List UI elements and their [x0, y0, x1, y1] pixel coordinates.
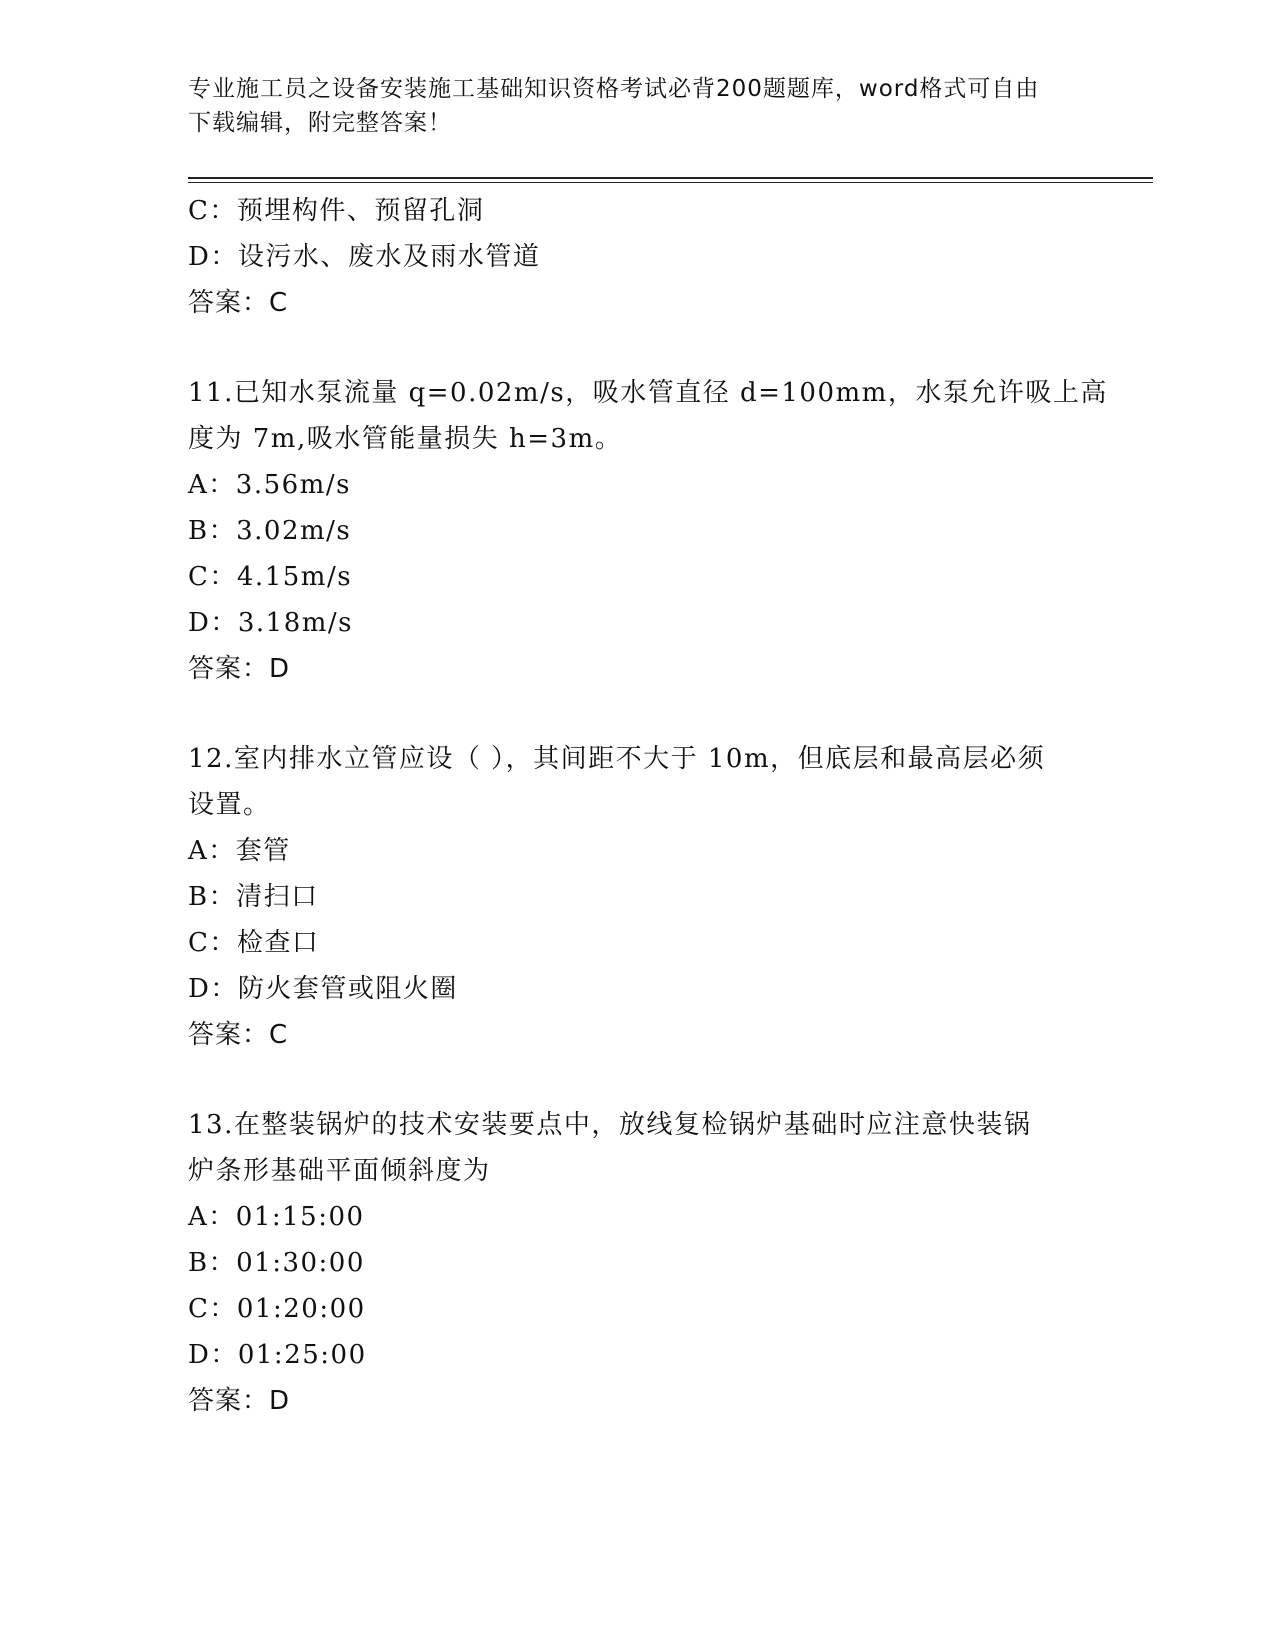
question-text-line-2: 设置。	[188, 790, 271, 820]
option-d: D：01:25:00	[188, 1340, 367, 1370]
option-d: D：3.18m/s	[188, 608, 353, 638]
header-divider-thin	[188, 182, 1153, 183]
answer-line: 答案：D	[188, 1386, 291, 1416]
spacer	[188, 1058, 1153, 1102]
question-text	[188, 370, 1108, 462]
option-b: B：3.02m/s	[188, 516, 352, 546]
spacer	[188, 326, 1153, 370]
spacer	[188, 692, 1153, 736]
answer-line: 答案：C	[188, 288, 289, 318]
document-header	[188, 72, 1068, 140]
header-title-line-2: 下载编辑，附完整答案！	[188, 110, 452, 136]
answer-line: 答案：D	[188, 654, 291, 684]
document-page	[188, 0, 1153, 1650]
option-c: C：预埋构件、预留孔洞	[188, 196, 485, 226]
question-text	[188, 736, 1088, 828]
header-divider-thick	[188, 177, 1153, 179]
question-text-line-1: 12.室内排水立管应设（ ），其间距不大于 10m，但底层和最高层必须	[188, 744, 1046, 774]
question-12	[188, 736, 1153, 1058]
question-text-line-2: 度为 7m,吸水管能量损失 h=3m。	[188, 424, 623, 454]
option-c: C：4.15m/s	[188, 562, 353, 592]
question-text	[188, 1102, 1088, 1194]
answer-line: 答案：C	[188, 1020, 289, 1050]
question-10	[188, 188, 1153, 326]
option-d: D：设污水、废水及雨水管道	[188, 242, 541, 272]
question-13	[188, 1102, 1153, 1424]
option-a: A：套管	[188, 836, 291, 866]
option-b: B：01:30:00	[188, 1248, 365, 1278]
option-b: B：清扫口	[188, 882, 319, 912]
option-c: C：01:20:00	[188, 1294, 366, 1324]
question-11	[188, 370, 1153, 692]
option-d: D：防火套管或阻火圈	[188, 974, 458, 1004]
question-text-line-1: 11.已知水泵流量 q=0.02m/s，吸水管直径 d=100mm，水泵允许吸上高	[188, 378, 1108, 408]
option-a: A：3.56m/s	[188, 470, 351, 500]
question-text-line-1: 13.在整装锅炉的技术安装要点中，放线复检锅炉基础时应注意快装锅	[188, 1110, 1032, 1140]
header-title-line-1: 专业施工员之设备安装施工基础知识资格考试必背200题题库，word格式可自由	[188, 76, 1040, 102]
option-a: A：01:15:00	[188, 1202, 365, 1232]
option-c: C：检查口	[188, 928, 320, 958]
question-list	[188, 188, 1153, 1424]
question-text-line-2: 炉条形基础平面倾斜度为	[188, 1156, 491, 1186]
